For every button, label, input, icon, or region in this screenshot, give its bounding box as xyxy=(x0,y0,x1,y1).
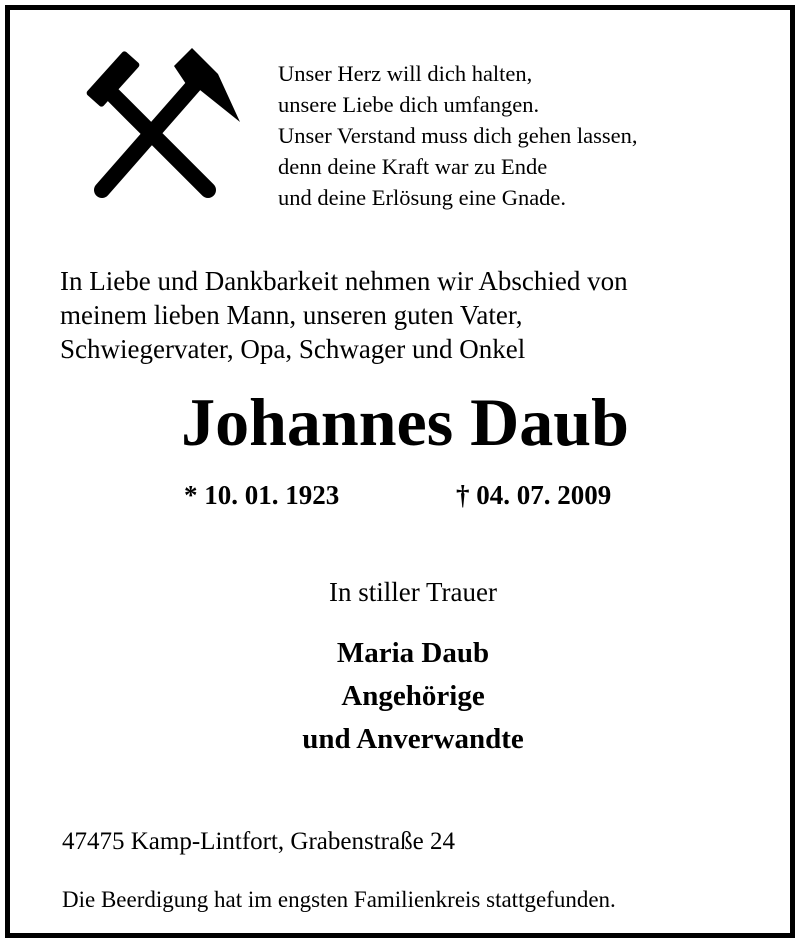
intro-line: meinem lieben Mann, unseren guten Vater, xyxy=(60,300,523,330)
birth-date: * 10. 01. 1923 xyxy=(184,480,340,510)
crossed-hammers-icon xyxy=(70,44,245,214)
farewell-intro xyxy=(60,264,628,366)
poem-line: Unser Herz will dich halten, xyxy=(278,61,533,86)
poem-line: und deine Erlösung eine Gnade. xyxy=(278,185,567,210)
deceased-name: Johannes Daub xyxy=(181,384,629,460)
intro-line: Schwiegervater, Opa, Schwager und Onkel xyxy=(60,334,526,364)
obituary-frame xyxy=(5,5,795,938)
mourners-list xyxy=(10,632,800,761)
mourner-name: und Anverwandte xyxy=(302,723,524,755)
mourner-name: Maria Daub xyxy=(336,637,490,669)
poem-line: unsere Liebe dich umfangen. xyxy=(278,92,540,117)
mourning-heading: In stiller Trauer xyxy=(329,577,497,607)
funeral-note: Die Beerdigung hat im engsten Familienkreis stattgefunden. xyxy=(62,887,616,912)
poem xyxy=(278,58,638,213)
intro-line: In Liebe und Dankbarkeit nehmen wir Abschied von xyxy=(60,266,628,296)
address: 47475 Kamp-Lintfort, Grabenstraße 24 xyxy=(62,828,455,855)
poem-line: denn deine Kraft war zu Ende xyxy=(278,154,548,179)
mourner-name: Angehörige xyxy=(341,680,485,712)
death-date: † 04. 07. 2009 xyxy=(456,480,612,510)
poem-line: Unser Verstand muss dich gehen lassen, xyxy=(278,123,638,148)
